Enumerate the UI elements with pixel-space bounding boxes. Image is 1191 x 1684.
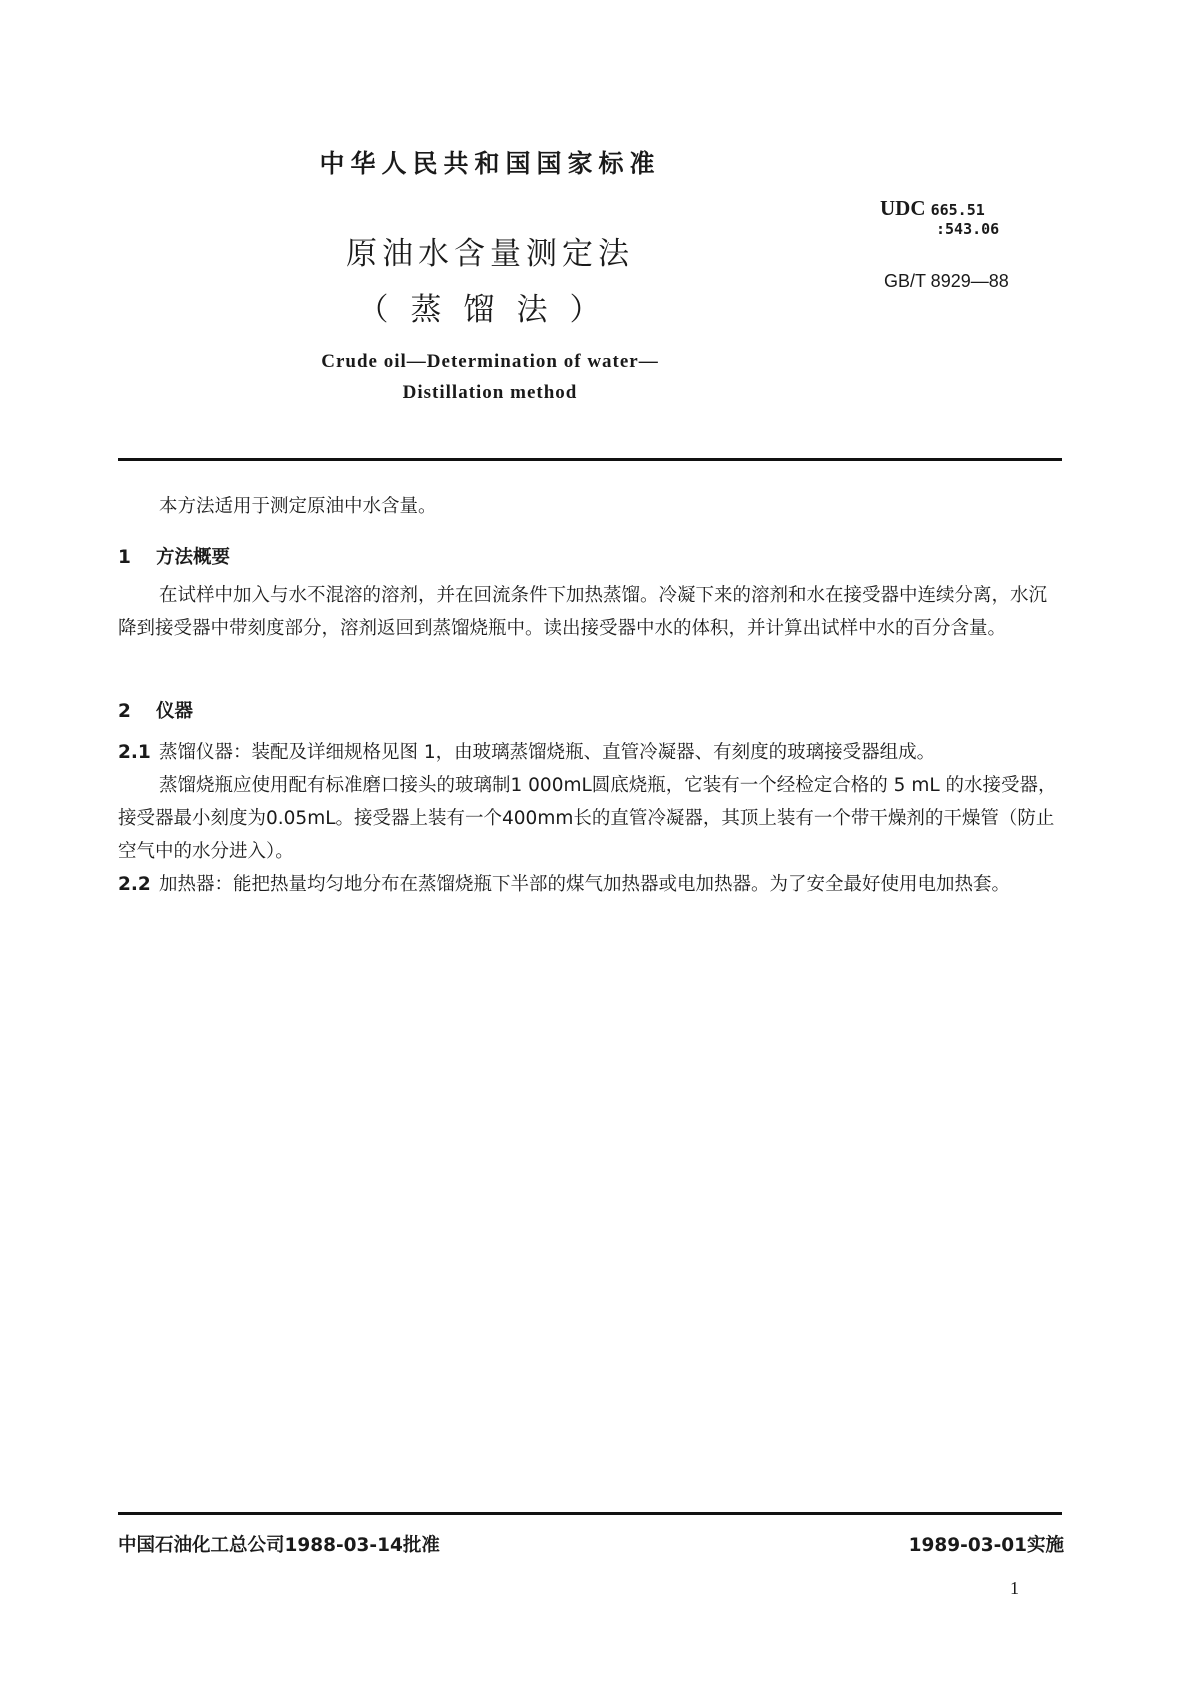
section-1-number: 1: [118, 547, 131, 568]
section-2-number: 2: [118, 701, 131, 722]
intro-paragraph: 本方法适用于测定原油中水含量。: [159, 496, 437, 517]
clause-2-2-number: 2.2: [118, 874, 151, 895]
standard-number: GB/T 8929—88: [884, 271, 1009, 291]
document-title-cn: 原油水含量测定法: [346, 236, 634, 272]
footer-divider: [118, 1512, 1062, 1515]
clause-2-2-text: 加热器：能把热量均匀地分布在蒸馏烧瓶下半部的煤气加热器或电加热器。为了安全最好使用电加热套。: [159, 874, 1011, 895]
section-1-paragraph: 在试样中加入与水不混溶的溶剂，并在回流条件下加热蒸馏。冷凝下来的溶剂和水在接受器中连续分离，水沉降到接受器中带刻度部分，溶剂返回到蒸馏烧瓶中。读出接受器中水的体积，并计算出试样中水的百分含量。: [118, 585, 1048, 639]
clause-2-1-text: 蒸馏仪器：装配及详细规格见图 1，由玻璃蒸馏烧瓶、直管冷凝器、有刻度的玻璃接受器组成。: [159, 742, 936, 763]
document-title-en-line1: Crude oil—Determination of water—: [321, 351, 659, 372]
section-2-title: 仪器: [156, 701, 194, 722]
section-1-title: 方法概要: [156, 547, 231, 568]
header-divider: [118, 458, 1062, 461]
udc-code-line2: :543.06: [936, 220, 1000, 238]
clause-2-2: [118, 868, 1064, 901]
clause-2-1: [118, 736, 1064, 769]
issuing-body-title: 中华人民共和国国家标准: [319, 149, 661, 178]
document-subtitle-cn: （蒸馏法）: [357, 292, 623, 328]
clause-2-1-continuation: 蒸馏烧瓶应使用配有标准磨口接头的玻璃制1 000mL圆底烧瓶，它装有一个经检定合格的 5 mL 的水接受器，接受器最小刻度为0.05mL。接受器上装有一个400mm长的直管冷凝器，其顶上装有一个带干燥剂的干燥管（防止空气中的水分进入）。: [118, 775, 1057, 862]
page-number: 1: [1010, 1578, 1019, 1598]
document-title-en-line2: Distillation method: [402, 382, 578, 403]
effective-date: 1989-03-01实施: [908, 1535, 1064, 1556]
clause-2-1-number: 2.1: [118, 742, 151, 763]
section-2-heading: [118, 697, 193, 723]
approval-date: 中国石油化工总公司1988-03-14批准: [118, 1535, 440, 1556]
udc-label: UDC: [880, 196, 926, 220]
udc-code-line1: 665.51: [930, 201, 985, 219]
udc-classification: [880, 196, 1080, 238]
section-1-heading: [118, 543, 230, 569]
